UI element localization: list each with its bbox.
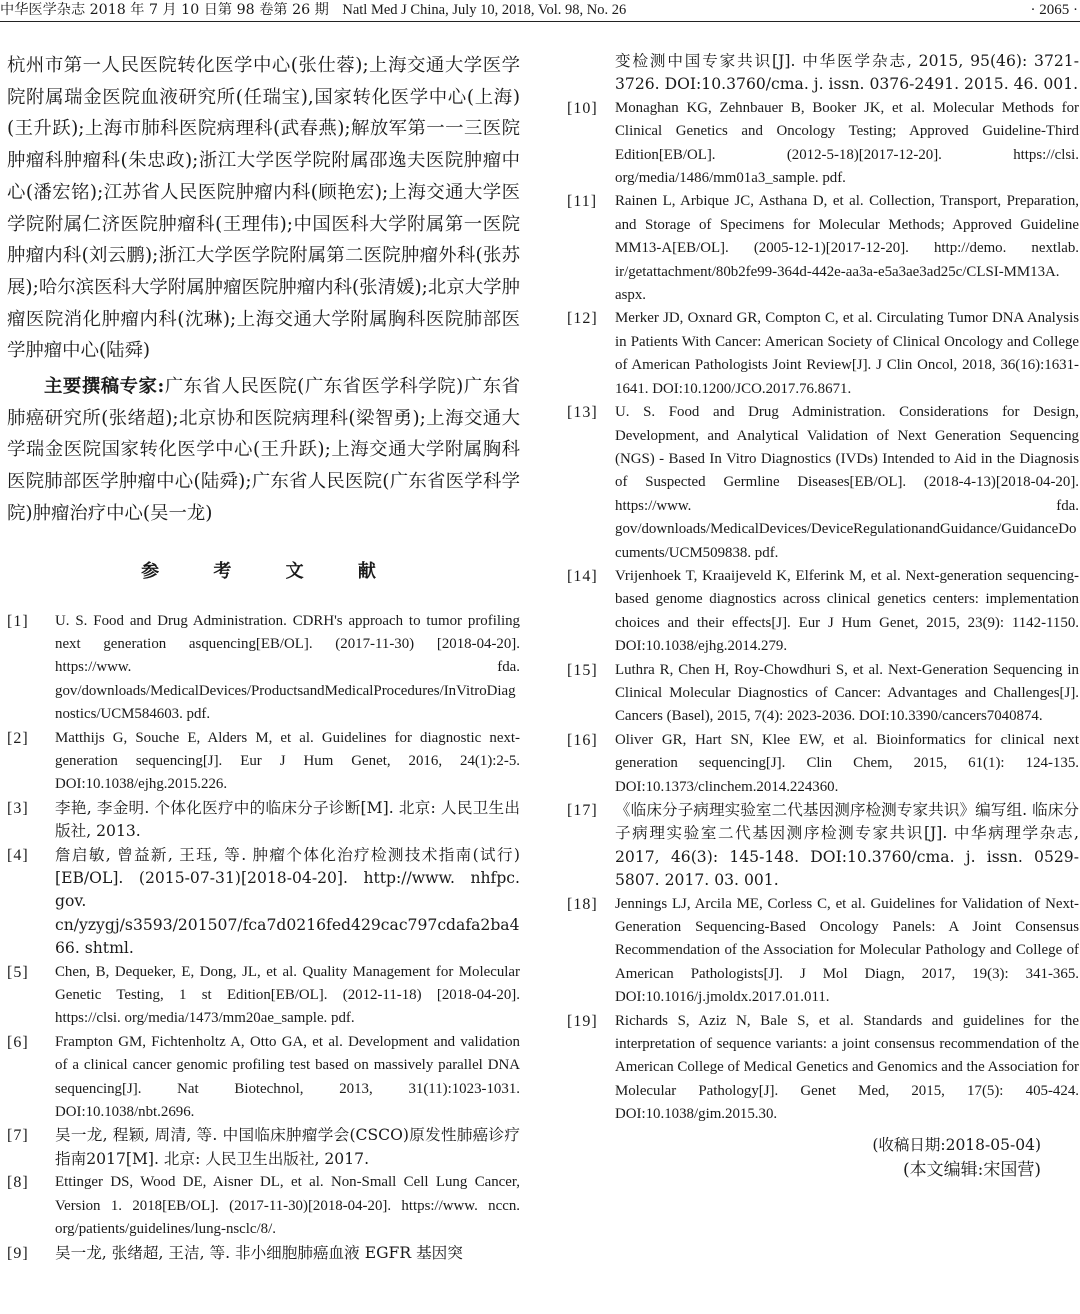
- editor-credit: (本文编辑:宋国营): [903, 1159, 1041, 1180]
- reference-list-left: [7, 610, 520, 1265]
- reference-text: 《临床分子病理实验室二代基因测序检测专家共识》编写组. 临床分子病理实验室二代基因测序检测专家共识[J]. 中华病理学杂志, 2017, 46(3): 145-148. DOI:10.3760/cma. j. issn. 0529-5807. 2017. 03. 001.: [615, 801, 1079, 890]
- reference-text: Oliver GR, Hart SN, Klee EW, et al. Bioinformatics for clinical next generation sequencing[J]. Clin Chem, 2015, 61(1): 124-135. DOI:10.1373/clinchem.2014.224360.: [615, 731, 1079, 795]
- reference-number: [1]: [7, 612, 29, 630]
- journal-citation: [0, 0, 626, 20]
- received-date: (收稿日期:2018-05-04): [872, 1135, 1041, 1154]
- reference-number: [10]: [567, 99, 598, 117]
- reference-number: [14]: [567, 567, 598, 585]
- reference-number: [16]: [567, 731, 598, 749]
- reference-text: 变检测中国专家共识[J]. 中华医学杂志, 2015, 95(46): 3721-3726. DOI:10.3760/cma. j. issn. 0376-2491. 2015. 46. 001.: [615, 52, 1079, 94]
- reference-item: [7, 1031, 520, 1125]
- reference-text: Merker JD, Oxnard GR, Compton C, et al. Circulating Tumor DNA Analysis in Patients With Cancer: American Society of Clinical Oncology and College of American Pathologists Joint Review[J]. J Clin Oncol, 2018, 36(16):1631-1641. DOI:10.1200/JCO.2017.76.8671.: [615, 310, 1079, 397]
- reference-item: [567, 190, 1079, 307]
- reference-number: [3]: [7, 799, 29, 817]
- reference-item: [567, 50, 1079, 97]
- reference-item: [567, 565, 1079, 659]
- reference-text: U. S. Food and Drug Administration. Considerations for Design, Development, and Analytical Validation of Next Generation Sequencing (NGS) - Based In Vitro Diagnostics (IVDs) Intended to Aid in the Diagnosis of Suspected Germline Diseases[EB/OL]. (2018-4-13)[2018-04-20]. https://www. fda. gov/downloads/MedicalDevices/DeviceRegulationandGuidance/GuidanceDocuments/UCM509838. pdf.: [615, 404, 1079, 561]
- main-authors-label: 主要撰稿专家:: [44, 376, 165, 398]
- reference-number: [19]: [567, 1012, 598, 1030]
- reference-text: Luthra R, Chen H, Roy-Chowdhuri S, et al. Next-Generation Sequencing in Clinical Molecular Diagnostics of Cancer: Advantages and Challenges[J]. Cancers (Basel), 2015, 7(4): 2023-2036. DOI:10.3390/cancers7040874.: [615, 661, 1079, 725]
- page-number: · 2065 ·: [1030, 2, 1078, 18]
- reference-number: [15]: [567, 661, 598, 679]
- reference-item: [7, 610, 520, 727]
- references-heading: 参 考 文 献: [141, 560, 400, 582]
- reference-item: [7, 727, 520, 797]
- reference-item: [567, 97, 1079, 191]
- reference-item: [567, 401, 1079, 565]
- reference-text: Monaghan KG, Zehnbauer B, Booker JK, et al. Molecular Methods for Clinical Genetics and Oncology Testing; Approved Guideline-Third Edition[EB/OL]. (2012-5-18)[2017-12-20]. https://clsi. org/media/1486/mm01a3_sample. pdf.: [615, 99, 1079, 187]
- reference-item: [567, 659, 1079, 729]
- reference-item: [7, 961, 520, 1031]
- reference-text: Rainen L, Arbique JC, Asthana D, et al. Collection, Transport, Preparation, and Storage of Specimens for Molecular Methods; Approved Guideline MM13-A[EB/OL]. (2005-12-1)[2017-12-20]. http://demo. nextlab. ir/getattachment/80b2fe99-364d-442e-aa3a-e5a3ae3ad25c/CLSI-MM13A. aspx.: [615, 193, 1079, 304]
- reference-text: Vrijenhoek T, Kraaijeveld K, Elferink M, et al. Next-generation sequencing-based genome diagnostics across clinical genetics centers: implementation choices and their effects[J]. Eur J Hum Genet, 2015, 23(9): 1142-1150. DOI:10.1038/ejhg.2014.279.: [615, 567, 1079, 655]
- reference-item: [7, 844, 520, 961]
- reference-text: Richards S, Aziz N, Bale S, et al. Standards and guidelines for the interpretation of sequence variants: a joint consensus recommendation of the American College of Medical Genetics and Genomics and the Association for Molecular Pathology[J]. Genet Med, 2015, 17(5): 405-424. DOI:10.1038/gim.2015.30.: [615, 1012, 1079, 1123]
- reference-item: [567, 799, 1079, 893]
- reference-number: [5]: [7, 963, 29, 981]
- reference-number: [17]: [567, 802, 598, 819]
- reference-number: [9]: [7, 1244, 29, 1262]
- reference-text: U. S. Food and Drug Administration. CDRH's approach to tumor profiling next generation asquencing[EB/OL]. (2017-11-30) [2018-04-20]. https://www. fda. gov/downloads/MedicalDevices/ProductsandMedicalProcedures/InVitroDiagnostics/UCM584603. pdf.: [55, 612, 520, 723]
- journal-en: Natl Med J China, July 10, 2018, Vol. 98, No. 26: [342, 2, 627, 18]
- reference-number: [12]: [567, 310, 598, 328]
- reference-item: [7, 797, 520, 844]
- reference-item: [7, 1242, 520, 1265]
- reference-item: [7, 1171, 520, 1241]
- reference-number: [8]: [7, 1174, 29, 1192]
- contributing-experts-paragraph: 杭州市第一人民医院转化医学中心(张仕蓉);上海交通大学医学院附属瑞金医院血液研究所(任瑞宝),国家转化医学中心(上海)(王升跃);上海市肺科医院病理科(武春燕);解放军第一一三医院肿瘤科肿瘤科(朱忠政);浙江大学医学院附属邵逸夫医院肿瘤中心(潘宏铭);江苏省人民医院肿瘤内科(顾艳宏);上海交通大学医学院附属仁济医院肿瘤科(王理伟);中国医科大学附属第一医院肿瘤内科(刘云鹏);浙江大学医学院附属第二医院肿瘤外科(张苏展);哈尔滨医科大学附属肿瘤医院肿瘤内科(张清媛);北京大学肿瘤医院消化肿瘤内科(沈琳);上海交通大学附属胸科医院肺部医学肿瘤中心(陆舜): [7, 55, 520, 362]
- main-authors-paragraph: [7, 371, 520, 530]
- reference-text: Matthijs G, Souche E, Alders M, et al. Guidelines for diagnostic next-generation sequencing[J]. Eur J Hum Genet, 2016, 24(1):2-5. DOI:10.1038/ejhg.2015.226.: [55, 729, 520, 793]
- left-column: [7, 50, 520, 1265]
- reference-text: 吴一龙, 程颖, 周清, 等. 中国临床肿瘤学会(CSCO)原发性肺癌诊疗指南2017[M]. 北京: 人民卫生出版社, 2017.: [55, 1126, 520, 1168]
- reference-number: [6]: [7, 1033, 29, 1051]
- reference-item: [567, 893, 1079, 1010]
- reference-item: [567, 729, 1079, 799]
- reference-item: [7, 1124, 520, 1171]
- reference-number: [13]: [567, 404, 598, 422]
- reference-text: Chen, B, Dequeker, E, Dong, JL, et al. Quality Management for Molecular Genetic Testing, 1 st Edition[EB/OL]. (2012-11-18) [2018-04-20]. https://clsi. org/media/1473/mm20ae_sample. pdf.: [55, 963, 520, 1027]
- reference-text: Jennings LJ, Arcila ME, Corless C, et al. Guidelines for Validation of Next-Generation Sequencing-Based Oncology Panels: A Joint Consensus Recommendation of the Association for Molecular Pathology and College of American Pathologists[J]. J Mol Diagn, 2017, 19(3): 341-365. DOI:10.1016/j.jmoldx.2017.01.011.: [615, 895, 1079, 1006]
- reference-number: [18]: [567, 895, 598, 913]
- journal-cn: 中华医学杂志 2018 年 7 月 10 日第 98 卷第 26 期: [0, 2, 329, 18]
- reference-number: [7]: [7, 1127, 29, 1145]
- reference-item: [567, 1010, 1079, 1127]
- reference-item: [567, 307, 1079, 401]
- running-header: [0, 0, 1080, 22]
- reference-text: Ettinger DS, Wood DE, Aisner DL, et al. Non-Small Cell Lung Cancer, Version 1. 2018[EB/OL]. (2017-11-30)[2018-04-20]. https://www. nccn. org/patients/guidelines/lung-nsclc/8/.: [55, 1174, 520, 1238]
- reference-text: 李艳, 李金明. 个体化医疗中的临床分子诊断[M]. 北京: 人民卫生出版社, 2013.: [55, 798, 520, 841]
- reference-number: [4]: [7, 846, 29, 864]
- reference-number: [2]: [7, 729, 29, 747]
- reference-list-right: [567, 50, 1079, 1127]
- reference-text: Frampton GM, Fichtenholtz A, Otto GA, et al. Development and validation of a clinical cancer genomic profiling test based on massively parallel DNA sequencing[J]. Nat Biotechnol, 2013, 31(11):1023-1031. DOI:10.1038/nbt.2696.: [55, 1033, 520, 1121]
- reference-number: [11]: [567, 193, 598, 211]
- reference-text: 詹启敏, 曾益新, 王珏, 等. 肿瘤个体化治疗检测技术指南(试行)[EB/OL]. (2015-07-31)[2018-04-20]. http://www. nhfpc. gov. cn/yzygj/s3593/201507/fca7d0216fed429cac797cdafa2ba466. shtml.: [55, 845, 520, 958]
- main-authors-text: 广东省人民医院(广东省医学科学院)广东省肺癌研究所(张绪超);北京协和医院病理科(梁智勇);上海交通大学瑞金医院国家转化医学中心(王升跃);上海交通大学附属胸科医院肺部医学肿瘤中心(陆舜);广东省人民医院(广东省医学科学院)肿瘤治疗中心(吴一龙): [7, 376, 520, 524]
- right-column: [567, 50, 1079, 1183]
- reference-text: 吴一龙, 张绪超, 王洁, 等. 非小细胞肺癌血液 EGFR 基因突: [55, 1243, 463, 1262]
